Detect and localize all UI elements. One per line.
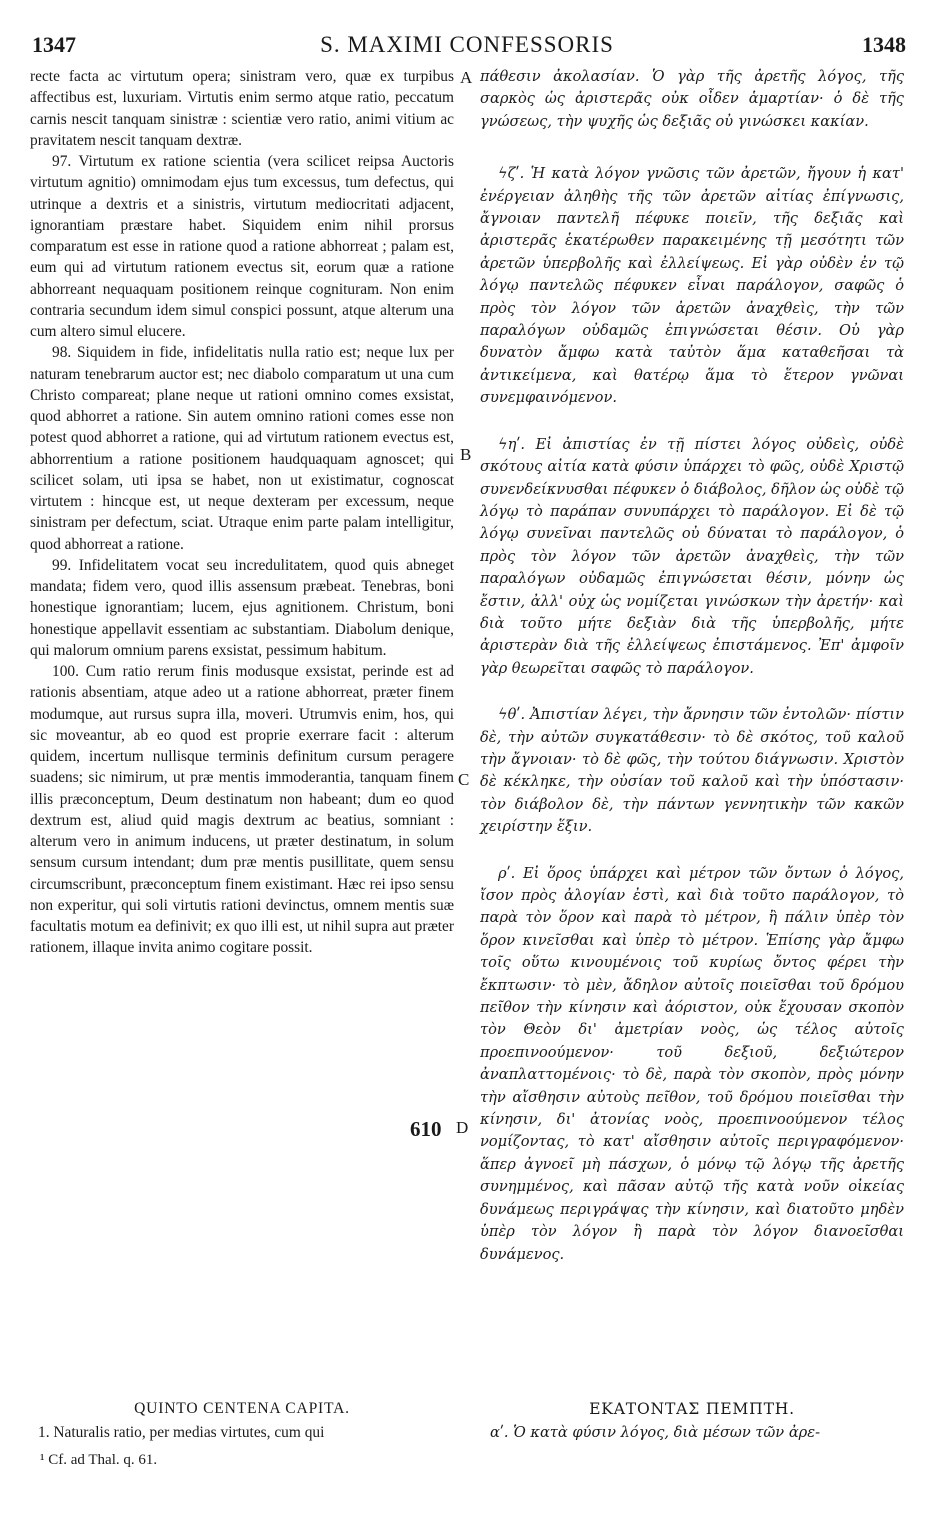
- running-header: [28, 32, 906, 62]
- greek-paragraph-98: ϟηʹ. Εἰ ἀπιστίας ἐν τῇ πίστει λόγος οὐδεὶς, οὐδὲ σκότους αἰτία κατὰ φύσιν ὑπάρχει τὸ φῶς, οὐδὲ Χριστῷ συνενδείκνυσθαι πέφυκεν ὁ διάβολος, δῆλον ὡς οὐδὲ τῷ λόγῳ τὸ παράπαν συνυπάρχει τὸ παράλογον. Εἰ δὲ τῷ λόγῳ συνεῖναι παντελῶς οὐ δύναται τὸ παράλογον, ὁ πρὸς τὸν λόγον τῶν ἀρετῶν ἀναχθεὶς, τὴν τῶν παραλόγων οὐδαμῶς ἐπιγνώσεται θέσιν, μόνην ὡς ἔστιν, ἀλλ' οὐχ ὡς νομίζεται γινώσκων τὴν ἀρετήν· καὶ διὰ τοῦτο μήτε δεξιὰν διὰ τῆς ὑπερβολῆς, μήτε ἀριστερὰν διὰ τῆς ἐλλείψεως ἐπιστάμενος. Ἐπ' ἀμφοῖν γὰρ θεωρεῖται σαφῶς τὸ παράλογον.: [480, 435, 904, 677]
- page-number-left: 1347: [32, 32, 76, 57]
- margin-mark-b: B: [460, 445, 472, 464]
- greek-paragraph-99: ϟθʹ. Ἀπιστίαν λέγει, τὴν ἄρνησιν τῶν ἐντολῶν· πίστιν δὲ, τὴν αὐτῶν συγκατάθεσιν· τὸ δὲ σκότος, τοῦ καλοῦ τὴν ἄγνοιαν· τὸ δὲ φῶς, τὴν τούτου διάγνωσιν. Χριστὸν δὲ κέκληκε, τὴν οὐσίαν τοῦ καλοῦ καὶ τὴν ὑπόστασιν· τὸν διάβολον δὲ, τὴν πάντων γεννητικὴν τῶν κακῶν χειρίστην ἕξιν.: [480, 706, 904, 836]
- page-number-right: 1348: [862, 32, 906, 57]
- latin-paragraph-100: 100. Cum ratio rerum finis modusque exsistat, perinde est ad rationis absentiam, atque adeo ut a ratione abhorreat, præter finem modumque, aut rursus supra illa, moveri. Utrumvis enim, hos, qui sic moveantur, ab eo quod est proprie exerrare facit : alterum quidem, incertum nullisque terminis definitum cursum peragere suadens; sic nimirum, ut præ mentis immoderantia, tanquam finem illis præconceptum, Deum destinatum non habeant; dum eo quod dextrum est, aliud quid magis dextrum ac beatius, somniant : alterum vero in animum inducens, ut præter destinatum, in solum sensum cursum intendant; dum præ mentis pusillitate, quem sensu circumscribunt, præconceptum finem existimant. Hæc rei ipso sensu non experitur, qui soli virtutis rationi devinctus, omnem mentis suæ facultatis motum ea definivit; ex quo illi est, ut nihil supra aut præter rationem, illaque invita animo cogitare possit.: [30, 663, 454, 957]
- latin-paragraph-99: 99. Infidelitatem vocat seu incredulitatem, quod quis abneget mandata; fidem vero, quod illis assensum præbeat. Tenebras, boni honestique ignorantiam; lucem, ejus agnitionem. Christum, boni honestique appellavit essentiam ac substantiam. Diabolum denique, qui malorum omnium parens exsistat, pessimum habitum.: [30, 556, 454, 659]
- latin-column: [30, 66, 454, 959]
- greek-chapter-1-start: αʹ. Ὁ κατὰ φύσιν λόγος, διὰ μέσων τῶν ἀρε-: [490, 1424, 821, 1441]
- margin-mark-c: C: [458, 770, 470, 789]
- greek-paragraph-100: ρʹ. Εἰ ὅρος ὑπάρχει καὶ μέτρον τῶν ὄντων ὁ λόγος, ἴσον πρὸς ἀλογίαν ἐστὶ, καὶ διὰ τοῦτο παράλογον, τὸ παρὰ τὸν ὅρον καὶ παρὰ τὸ μέτρον, ἢ πάλιν ὑπὲρ τὸν ὅρον κινεῖσθαι καὶ ὑπὲρ τὸ μέτρον. Ἑπίσης γὰρ ἄμφω τοῖς οὕτω κινουμένοις τοῦ κυρίως ὄντος φέρει τὴν ἔκπτωσιν· τὸ μὲν, ἄδηλον αὐτοῖς ποιεῖσθαι τοῦ δρόμου πεῖθον τὴν κίνησιν καὶ ἀόριστον, οὐκ ἔχουσαν σκοπὸν τὸν Θεὸν δι' ἀμετρίαν νοὸς, ὡς τέλος αὐτοῖς προεπινοούμενον· τοῦ δεξιοῦ, δεξιώτερον ἀναπλαττομένοις· τὸ δὲ, παρὰ τὸν σκοπὸν, πρὸς μόνην τὴν αἴσθησιν αὐτοὺς πεῖθον, τοῦ δρόμου ποιεῖσθαι τὴν κίνησιν, δι' ἀτονίας νοὸς, προεπινοούμενον τέλος νομίζοντας, τὸ κατ' αἴσθησιν αὐτοῖς περιγραφόμενον· ἅπερ ἀγνοεῖ μὴ πάσχων, ὁ μόνῳ τῷ λόγῳ τῆς ἀρετῆς συνημμένος, καὶ πᾶσαν αὐτῷ τῆς κατὰ νοῦν οἰκείας δυνάμεως περιγράψας τὴν κίνησιν, καὶ διατοῦτο μηδὲν ὑπὲρ τὸν λόγον ἢ παρὰ τὸν λόγον διανοεῖσθαι δυνάμενος.: [480, 864, 904, 1263]
- latin-paragraph-96-end: recte facta ac virtutum opera; sinistram vero, quæ ex turpibus affectibus est, luxuriam. Virtutis enim sermo atque ratio, peccatum carnis nescit tanquam sinistræ : scientiæ vero ratio, animi vitium ac pravitatem nescit tanquam dextræ.: [30, 68, 454, 149]
- greek-column: [480, 66, 904, 1266]
- latin-paragraph-98: 98. Siquidem in fide, infidelitatis nulla ratio est; neque lux per naturam tenebrarum auctor est; nec diabolo comparatum ut una cum Christo compareat; plane neque ut rationi omnino comes exsistat, quod abhorret a ratione. Sin autem omnino rationi comes esse non potest quod abhorret a ratione, qui ad virtutum rationem evectus est, abhorrentium a ratione positionem haudquaquam agnoscet; qui scilicet solam, uti ipsa se habet, non ut existimatur, cognoscat virtutem : hincque est, ut neque dexteram per excessum, neque sinistram per defectum, sciat. Utraque enim parte palam intelligitur, quod abhorreat a ratione.: [30, 344, 454, 553]
- margin-mark-d: D: [456, 1118, 469, 1137]
- latin-century-heading: QUINTO CENTENA CAPITA.: [134, 1400, 350, 1417]
- latin-paragraph-97: 97. Virtutum ex ratione scientia (vera scilicet reipsa Auctoris virtutum agnitio) omnimodam ejus tum excessus, tum defectus, qui utrinque a dextris et a sinistris, virtutum mediocritati adjacent, ignorantiam præstare habet. Siquidem enim nihil prorsus comparatum est esse in ratione quod a ratione abhorreat ; palam est, eum qui ad virtutum rationem evectus sit, eorum quæ a ratione abhorreant nequaquam positionem reinque cognituram. Non enim contraria secundum idem simul conspici possunt, atque alterum una cum altero simul elucere.: [30, 153, 454, 340]
- latin-chapter-1-start: 1. Naturalis ratio, per medias virtutes, cum qui: [38, 1424, 325, 1441]
- greek-century-heading: ΕΚΑΤΟΝΤΑΣ ΠΕΜΠΤΗ.: [589, 1400, 795, 1418]
- footnote: ¹ Cf. ad Thal. q. 61.: [40, 1452, 158, 1468]
- greek-paragraph-96-end: πάθεσιν ἀκολασίαν. Ὁ γὰρ τῆς ἀρετῆς λόγος, τῆς σαρκὸς ὡς ἀριστερᾶς οὐκ οἶδεν ἁμαρτίαν· ὁ δὲ τῆς γνώσεως, τὴν ψυχῆς ὡς δεξιᾶς οὐ γινώσκει κακίαν.: [480, 68, 904, 130]
- column-number: 610: [410, 1117, 442, 1141]
- greek-paragraph-97: ϟζʹ. Ἡ κατὰ λόγον γνῶσις τῶν ἀρετῶν, ἤγουν ἡ κατ' ἐνέργειαν ἀληθὴς τῆς τῶν ἀρετῶν αἰτίας ἐπίγνωσις, ἄγνοιαν παντελῆ πέφυκε ποιεῖν, τῆς δεξιᾶς καὶ ἀριστερᾶς ἑκατέρωθεν παρακειμένης τῇ μεσότητι τῶν ἀρετῶν ὑπερβολῆς καὶ ἐλλείψεως. Εἰ γὰρ οὐδὲν ἐν τῷ λόγῳ παντελῶς πέφυκεν εἶναι παράλογον, σαφῶς ὁ πρὸς τὸν λόγον τῶν ἀρετῶν ἀναχθεὶς, τὴν τῶν παραλόγων οὐδαμῶς ἐπιγνώσεται θέσιν. Οὐ γὰρ δυνατὸν ἄμφω κατὰ ταὐτὸν ἅμα καταθεῆσαι τὰ ἀντικείμενα, καὶ θατέρῳ ἅμα τὸ ἕτερον γνῶναι συνεμφαινόμενον.: [480, 165, 904, 407]
- running-title: S. MAXIMI CONFESSORIS: [320, 32, 614, 57]
- margin-mark-a: A: [460, 68, 473, 87]
